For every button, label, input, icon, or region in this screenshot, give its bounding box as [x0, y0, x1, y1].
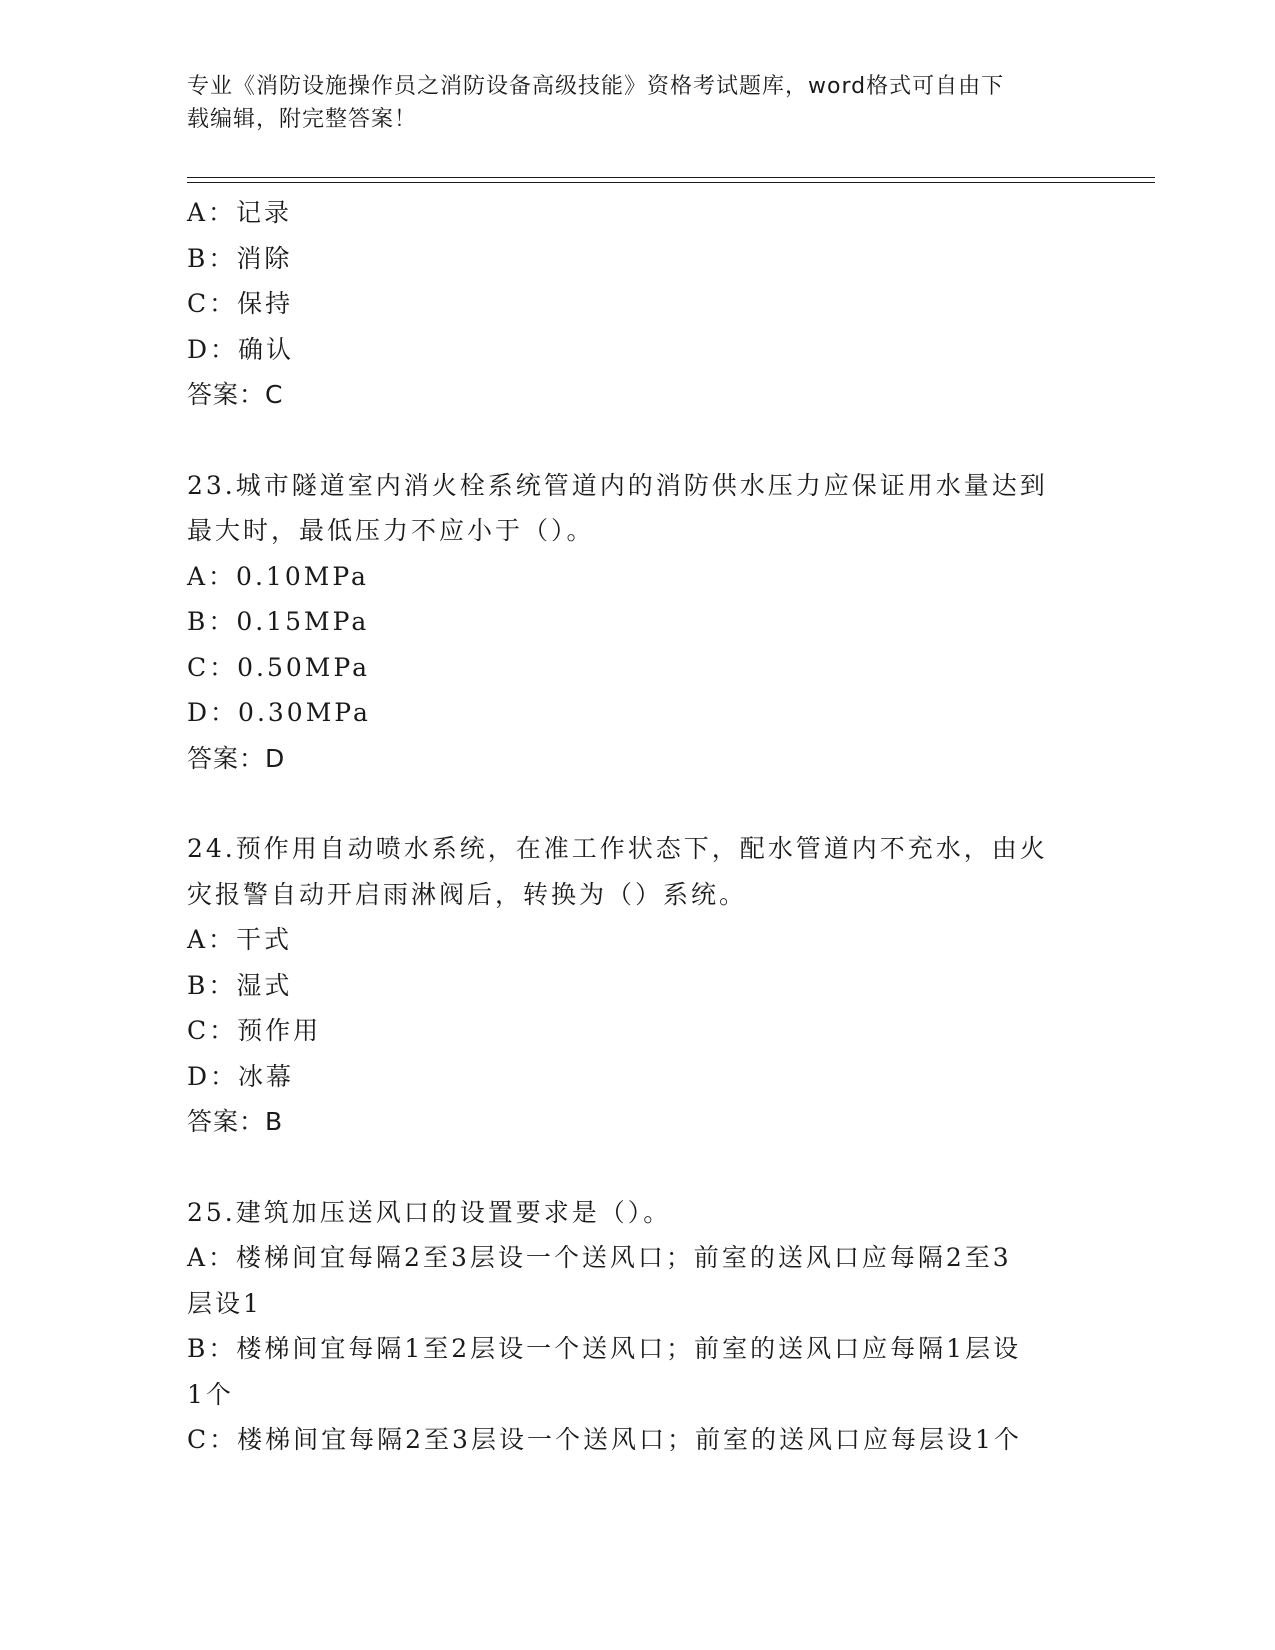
q25-option-b-line-2: 1个 [187, 1379, 234, 1409]
q25-option-b-line-1: B：楼梯间宜每隔1至2层设一个送风口；前室的送风口应每隔1层设 [187, 1334, 1022, 1363]
q24-option-d: D：冰幕 [187, 1061, 295, 1091]
q23-answer: 答案：D [187, 743, 286, 773]
q23-option-a: A：0.10MPa [187, 561, 369, 591]
q24-option-c: C：预作用 [187, 1016, 322, 1045]
question-25 [187, 1190, 1067, 1463]
q22-answer: 答案：C [187, 380, 284, 409]
q23-stem-line-2: 最大时，最低压力不应小于（）。 [187, 516, 595, 545]
q25-option-a-line-1: A：楼梯间宜每隔2至3层设一个送风口；前室的送风口应每隔2至3 [187, 1243, 1012, 1272]
q23-option-b: B：0.15MPa [187, 607, 370, 636]
q25-stem: 25.建筑加压送风口的设置要求是（）。 [187, 1197, 672, 1227]
header-title-line-1: 专业《消防设施操作员之消防设备高级技能》资格考试题库，word格式可自由下 [187, 74, 1005, 99]
q24-stem-line-2: 灾报警自动开启雨淋阀后，转换为（）系统。 [187, 879, 748, 909]
q24-option-a: A：干式 [187, 925, 293, 954]
q25-option-a-line-2: 层设1 [187, 1288, 262, 1318]
q23-option-d: D：0.30MPa [187, 698, 371, 727]
q22-option-b: B：消除 [187, 243, 293, 273]
q23-option-c: C：0.50MPa [187, 652, 370, 682]
question-22 [187, 190, 1067, 418]
q25-option-c: C：楼梯间宜每隔2至3层设一个送风口；前室的送风口应每层设1个 [187, 1425, 1022, 1454]
q23-stem-line-1: 23.城市隧道室内消火栓系统管道内的消防供水压力应保证用水量达到 [187, 470, 1048, 500]
q22-option-c: C：保持 [187, 289, 294, 318]
q22-option-d: D：确认 [187, 334, 295, 364]
q22-option-a: A：记录 [187, 198, 293, 227]
q24-stem-line-1: 24.预作用自动喷水系统，在准工作状态下，配水管道内不充水，由火 [187, 834, 1048, 863]
question-content [187, 190, 1067, 1463]
header-divider-bottom [187, 182, 1155, 183]
question-23 [187, 463, 1067, 782]
header-title-line-2: 载编辑，附完整答案！ [187, 107, 418, 132]
q24-answer: 答案：B [187, 1107, 284, 1136]
question-24 [187, 826, 1067, 1145]
q24-option-b: B：湿式 [187, 970, 293, 1000]
document-header [187, 70, 1087, 136]
header-divider-top [187, 177, 1155, 178]
